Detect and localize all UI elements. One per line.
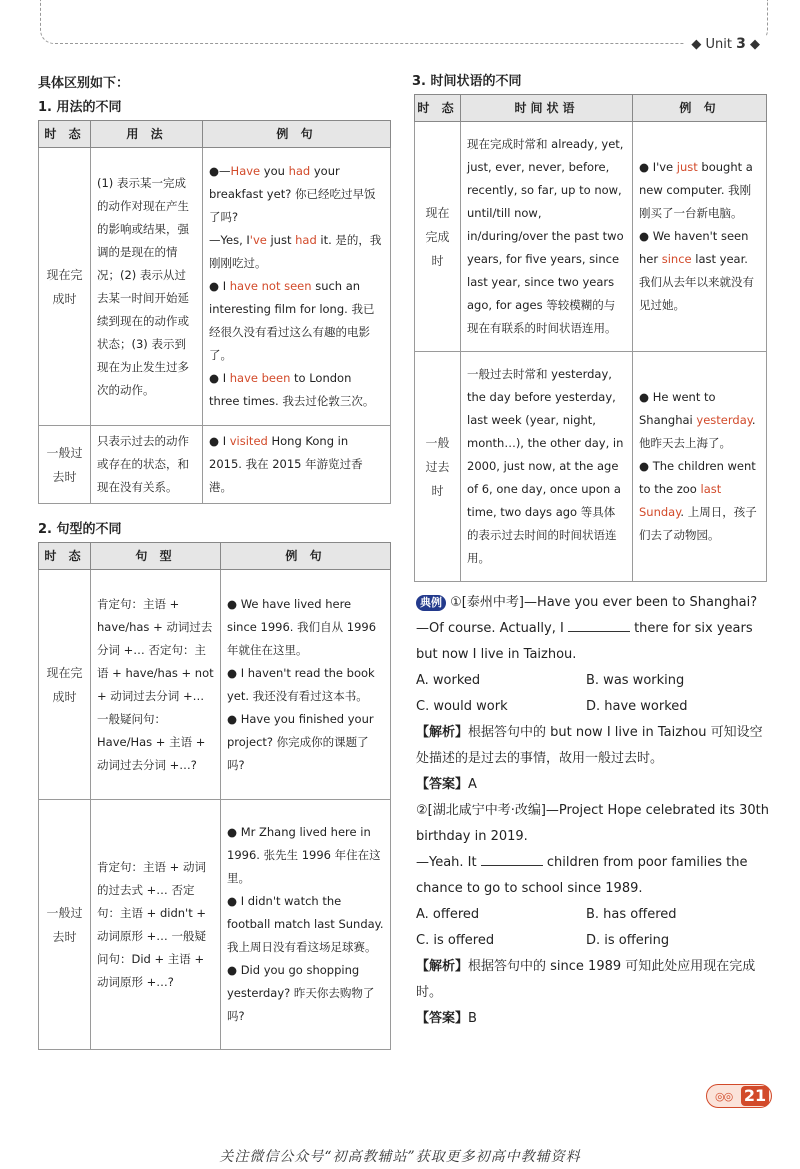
option: A. worked [416, 673, 481, 688]
example-block [416, 590, 772, 1032]
q1-line2: —Of course. Actually, I there for six years but now I live in Taizhou. [416, 616, 772, 668]
col-header: 时 态 [415, 95, 461, 122]
col-header: 句 型 [91, 543, 221, 570]
option: D. have worked [586, 699, 688, 714]
example-line: ● I have been to London three times. 我去过伦敦三次。 [209, 371, 375, 408]
example-line: ● I've just bought a new computer. 我刚刚买了一台新电脑。 [639, 160, 753, 220]
example-cell [203, 148, 391, 426]
answer-blank [568, 617, 630, 632]
tense-cell: 现在完成时 [415, 122, 461, 352]
example-line: ● The children went to the zoo last Sunday. 上周日，孩子们去了动物园。 [639, 459, 757, 542]
q1-options-row [416, 668, 772, 694]
example-cell [221, 570, 391, 800]
adverbial-cell: 一般过去时常和 yesterday, the day before yesterday, last week (year, night, month…), the other day, in 2000, just now, at the age of 6, one day, once upon a time, two days ago 等具体的表示过去时间的时间状语连用。 [461, 352, 633, 582]
tense-cell: 一般过去时 [415, 352, 461, 582]
option: C. is offered [416, 933, 495, 948]
page-number: 21 [741, 1086, 769, 1106]
pattern-cell: 肯定句：主语 + have/has + 动词过去分词 +… 否定句：主语 + have/has + not + 动词过去分词 +… 一般疑问句：Have/Has + 主语 + 动词过去分词 +…? [91, 570, 221, 800]
option: B. has offered [586, 907, 677, 922]
example-cell [633, 352, 767, 582]
example-line: ●—Have you had your breakfast yet? 你已经吃过早饭了吗? [209, 164, 376, 224]
example-line: —Yes, I've just had it. 是的，我刚刚吃过。 [209, 233, 382, 270]
q2-analysis: 【解析】根据答句中的 since 1989 可知此处应用现在完成时。 [416, 959, 756, 1000]
q1-options-row [416, 694, 772, 720]
section-2-title: 2. 句型的不同 [38, 522, 122, 537]
option: D. is offering [586, 933, 670, 948]
q2-answer: 【答案】B [416, 1011, 477, 1026]
example-line: ● I haven't read the book yet. 我还没有看过这本书。 [227, 665, 375, 703]
example-line: ● He went to Shanghai yesterday. 他昨天去上海了。 [639, 390, 756, 450]
q2-stem: ②[湖北咸宁中考·改编]—Project Hope celebrated its 30th birthday in 2019. [416, 803, 769, 844]
unit-label: ◆ Unit 3 ◆ [685, 36, 766, 52]
col-header: 时 态 [39, 121, 91, 148]
col-header: 例 句 [203, 121, 391, 148]
q1-analysis: 【解析】根据答句中的 but now I live in Taizhou 可知设空处描述的是过去的事情，故用一般过去时。 [416, 725, 763, 766]
option: A. offered [416, 907, 480, 922]
q2-options-row [416, 902, 772, 928]
col-header: 时间状语 [461, 95, 633, 122]
example-cell [221, 800, 391, 1050]
pattern-cell: 肯定句：主语 + 动词的过去式 +… 否定句：主语 + didn't + 动词原形 +… 一般疑问句：Did + 主语 + 动词原形 +…? [91, 800, 221, 1050]
q1-stem: 典例 ①[泰州中考]—Have you ever been to Shanghai? [416, 590, 772, 616]
adverbial-table [414, 94, 767, 582]
adverbial-cell: 现在完成时常和 already, yet, just, ever, never, before, recently, so far, up to now, until/till now, in/during/over the past two years, for five years, since last year, since two years ago, for ages 等较模糊的与现在有联系的时间状语连用。 [461, 122, 633, 352]
option: B. was working [586, 673, 685, 688]
col-header: 时 态 [39, 543, 91, 570]
col-header: 例 句 [633, 95, 767, 122]
section-1-title: 1. 用法的不同 [38, 100, 122, 115]
example-line: ● We haven't seen her since last year. 我们从去年以来就没有见过她。 [639, 229, 754, 312]
example-line: ● I didn't watch the football match last Sunday. 我上周日没有看这场足球赛。 [227, 894, 384, 954]
example-line: ● Did you go shopping yesterday? 昨天你去购物了吗? [227, 963, 375, 1023]
example-line: ● Have you finished your project? 你完成你的课题了吗? [227, 711, 374, 772]
option: C. would work [416, 699, 508, 714]
usage-table [38, 120, 391, 504]
q2-line2: —Yeah. It children from poor families the chance to go to school since 1989. [416, 850, 772, 902]
answer-blank [481, 851, 543, 866]
col-header: 例 句 [221, 543, 391, 570]
tense-cell: 一般过去时 [39, 800, 91, 1050]
page-number-badge [706, 1084, 772, 1108]
tense-cell: 现在完成时 [39, 570, 91, 800]
example-cell [633, 122, 767, 352]
usage-cell: 只表示过去的动作或存在的状态，和现在没有关系。 [91, 426, 203, 504]
usage-cell: (1) 表示某一完成的动作对现在产生的影响或结果，强调的是现在的情况；(2) 表示从过去某一时间开始延续到现在的动作或状态；(3) 表示到现在为止发生过多次的动作。 [91, 148, 203, 426]
col-header: 用 法 [91, 121, 203, 148]
example-badge: 典例 [416, 595, 446, 611]
example-line: ● We have lived here since 1996. 我们自从 1996 年就住在这里。 [227, 596, 377, 657]
tense-cell: 现在完成时 [39, 148, 91, 426]
section-3-title: 3. 时间状语的不同 [412, 74, 522, 89]
q1-answer: 【答案】A [416, 777, 477, 792]
pattern-table [38, 542, 391, 1050]
decoration-icon: ◎◎ [715, 1090, 733, 1103]
tense-cell: 一般过去时 [39, 426, 91, 504]
example-cell: ● I visited Hong Kong in 2015. 我在 2015 年游览过香港。 [203, 426, 391, 504]
example-line: ● I have not seen such an interesting film for long. 我已经很久没有看过这么有趣的电影了。 [209, 279, 375, 362]
q2-options-row [416, 928, 772, 954]
header-border [40, 0, 768, 44]
intro-heading: 具体区别如下： [38, 76, 130, 91]
footer-note: 关注微信公众号“初高教辅站”获取更多初高中教辅资料 [219, 1149, 581, 1165]
example-line: ● Mr Zhang lived here in 1996. 张先生 1996 年住在这里。 [227, 825, 381, 885]
